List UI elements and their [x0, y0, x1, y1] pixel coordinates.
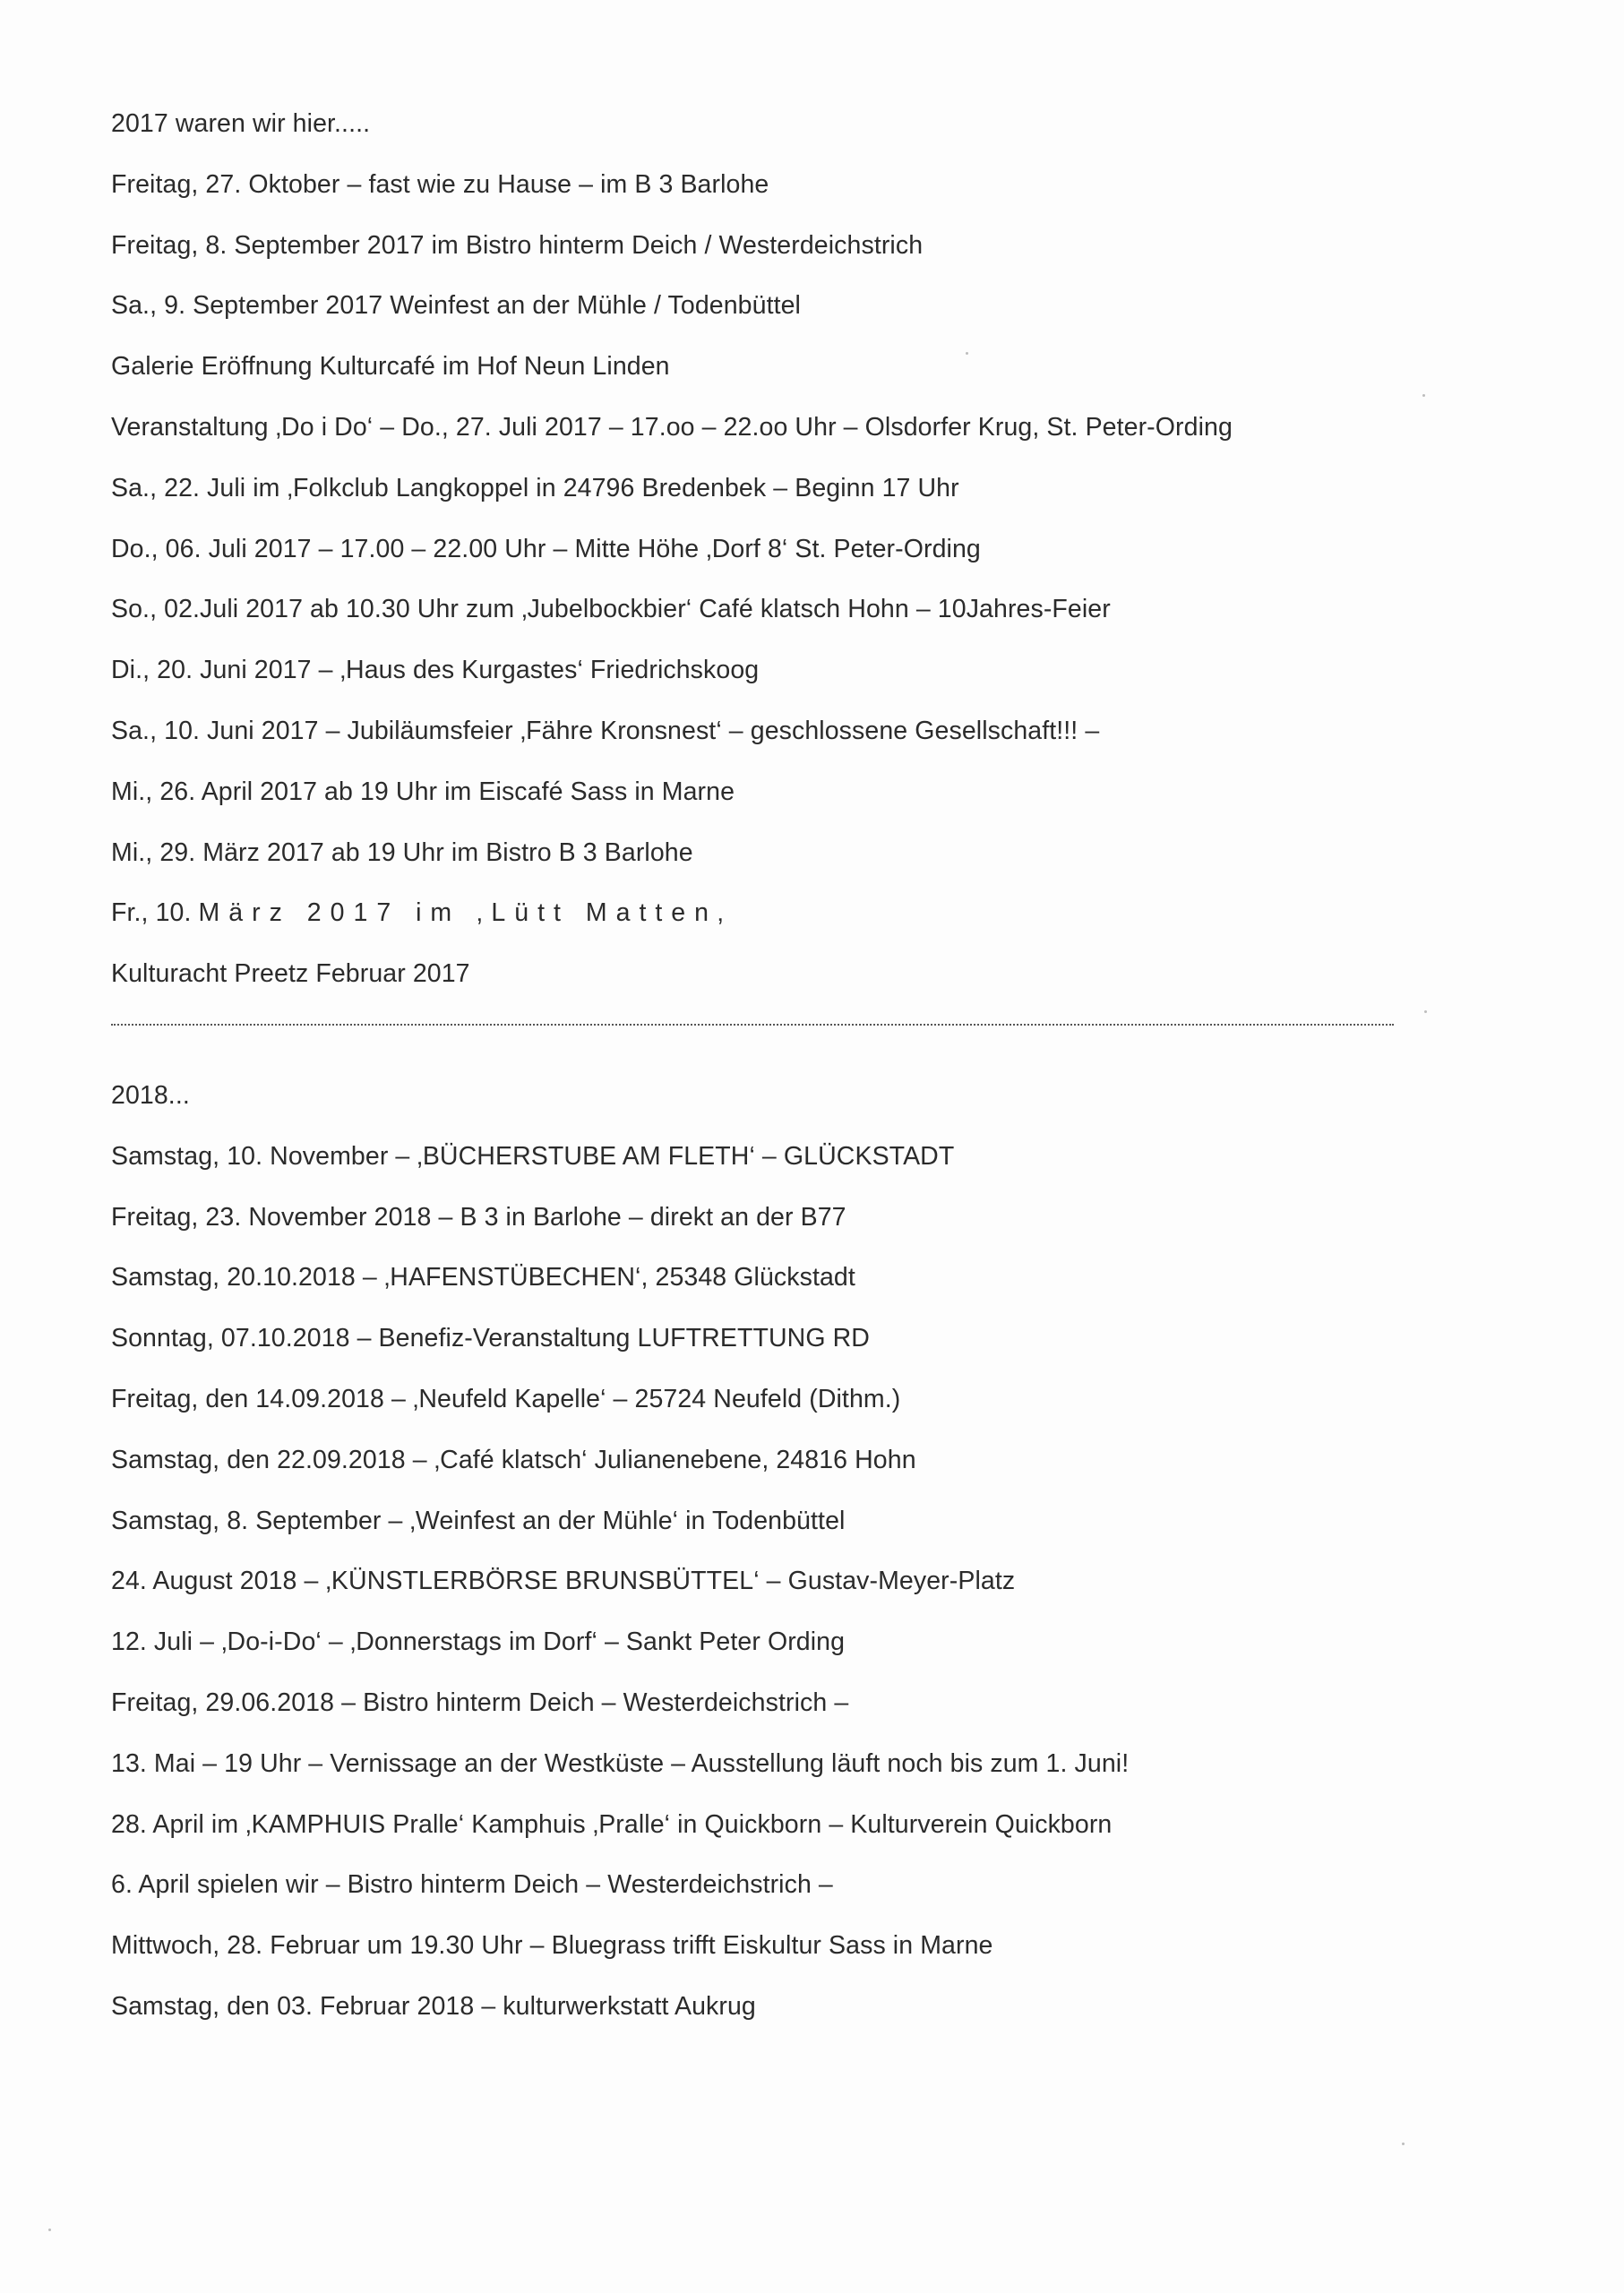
event-entry: 13. Mai – 19 Uhr – Vernissage an der Westküste – Ausstellung läuft noch bis zum 1. Juni!	[111, 1748, 1130, 1778]
event-entry-spaced-text: März 2017 im ‚Lütt Matten‚	[198, 898, 733, 928]
section-2018	[111, 1066, 1401, 2038]
event-entry: Samstag, den 03. Februar 2018 – kulturwerkstatt Aukrug	[111, 1991, 756, 2021]
scan-speck	[966, 352, 968, 355]
scan-speck	[48, 2229, 51, 2231]
event-entry: Kulturacht Preetz Februar 2017	[111, 959, 470, 989]
event-entry: Freitag, 27. Oktober – fast wie zu Hause – im B 3 Barlohe	[111, 169, 769, 199]
scan-speck	[1424, 1010, 1427, 1013]
section-heading-2018: 2018...	[111, 1081, 190, 1110]
event-entry: Sa., 9. September 2017 Weinfest an der Mühle / Todenbüttel	[111, 291, 801, 321]
event-entry-spaced	[111, 883, 1401, 944]
event-entry: Samstag, 20.10.2018 – ‚HAFENSTÜBECHEN‘, 25348 Glückstadt	[111, 1263, 855, 1292]
scan-speck	[1402, 2143, 1405, 2145]
event-entry: 28. April im ‚KAMPHUIS Pralle‘ Kamphuis ‚Pralle‘ in Quickborn – Kulturverein Quickborn	[111, 1809, 1113, 1839]
event-entry: Freitag, 23. November 2018 – B 3 in Barlohe – direkt an der B77	[111, 1202, 846, 1232]
scan-speck	[1422, 394, 1425, 397]
event-entry: Sa., 10. Juni 2017 – Jubiläumsfeier ‚Fähre Kronsnest‘ – geschlossene Gesellschaft!!! –	[111, 716, 1100, 745]
event-entry: Mittwoch, 28. Februar um 19.30 Uhr – Bluegrass trifft Eiskultur Sass in Marne	[111, 1931, 993, 1961]
event-entry: 24. August 2018 – ‚KÜNSTLERBÖRSE BRUNSBÜTTEL‘ – Gustav-Meyer-Platz	[111, 1567, 1016, 1596]
event-entry: 6. April spielen wir – Bistro hinterm Deich – Westerdeichstrich –	[111, 1870, 833, 1900]
event-entry: Sa., 22. Juli im ‚Folkclub Langkoppel in 24796 Bredenbek – Beginn 17 Uhr	[111, 473, 959, 502]
event-entry: Sonntag, 07.10.2018 – Benefiz-Veranstaltung LUFTRETTUNG RD	[111, 1324, 870, 1353]
event-entry: Samstag, 10. November – ‚BÜCHERSTUBE AM FLETH‘ – GLÜCKSTADT	[111, 1141, 955, 1171]
event-entry: 12. Juli – ‚Do-i-Do‘ – ‚Donnerstags im Dorf‘ – Sankt Peter Ording	[111, 1627, 846, 1657]
event-entry: Freitag, 8. September 2017 im Bistro hinterm Deich / Westerdeichstrich	[111, 230, 924, 260]
event-entry: Galerie Eröffnung Kulturcafé im Hof Neun Linden	[111, 352, 670, 382]
event-entry: Samstag, 8. September – ‚Weinfest an der Mühle‘ in Todenbüttel	[111, 1506, 846, 1535]
section-heading-2017: 2017 waren wir hier.....	[111, 109, 371, 138]
event-entry: Freitag, 29.06.2018 – Bistro hinterm Deich – Westerdeichstrich –	[111, 1688, 849, 1717]
event-entry: Di., 20. Juni 2017 – ‚Haus des Kurgastes‘ Friedrichskoog	[111, 656, 760, 685]
event-entry-spaced-prefix: Fr., 10.	[111, 898, 199, 928]
event-entry: Freitag, den 14.09.2018 – ‚Neufeld Kapelle‘ – 25724 Neufeld (Dithm.)	[111, 1384, 901, 1413]
dotted-separator	[111, 1024, 1394, 1026]
event-entry: Do., 06. Juli 2017 – 17.00 – 22.00 Uhr – Mitte Höhe ‚Dorf 8‘ St. Peter-Ording	[111, 534, 981, 563]
event-entry: Mi., 29. März 2017 ab 19 Uhr im Bistro B 3 Barlohe	[111, 837, 693, 867]
event-entry: Veranstaltung ‚Do i Do‘ – Do., 27. Juli 2017 – 17.oo – 22.oo Uhr – Olsdorfer Krug, St. Peter-Ording	[111, 412, 1233, 442]
event-entry: So., 02.Juli 2017 ab 10.30 Uhr zum ‚Jubelbockbier‘ Café klatsch Hohn – 10Jahres-Feier	[111, 595, 1111, 624]
section-2017	[111, 94, 1401, 1005]
event-entry: Mi., 26. April 2017 ab 19 Uhr im Eiscafé Sass in Marne	[111, 777, 735, 806]
event-entry: Samstag, den 22.09.2018 – ‚Café klatsch‘ Julianenebene, 24816 Hohn	[111, 1445, 916, 1474]
